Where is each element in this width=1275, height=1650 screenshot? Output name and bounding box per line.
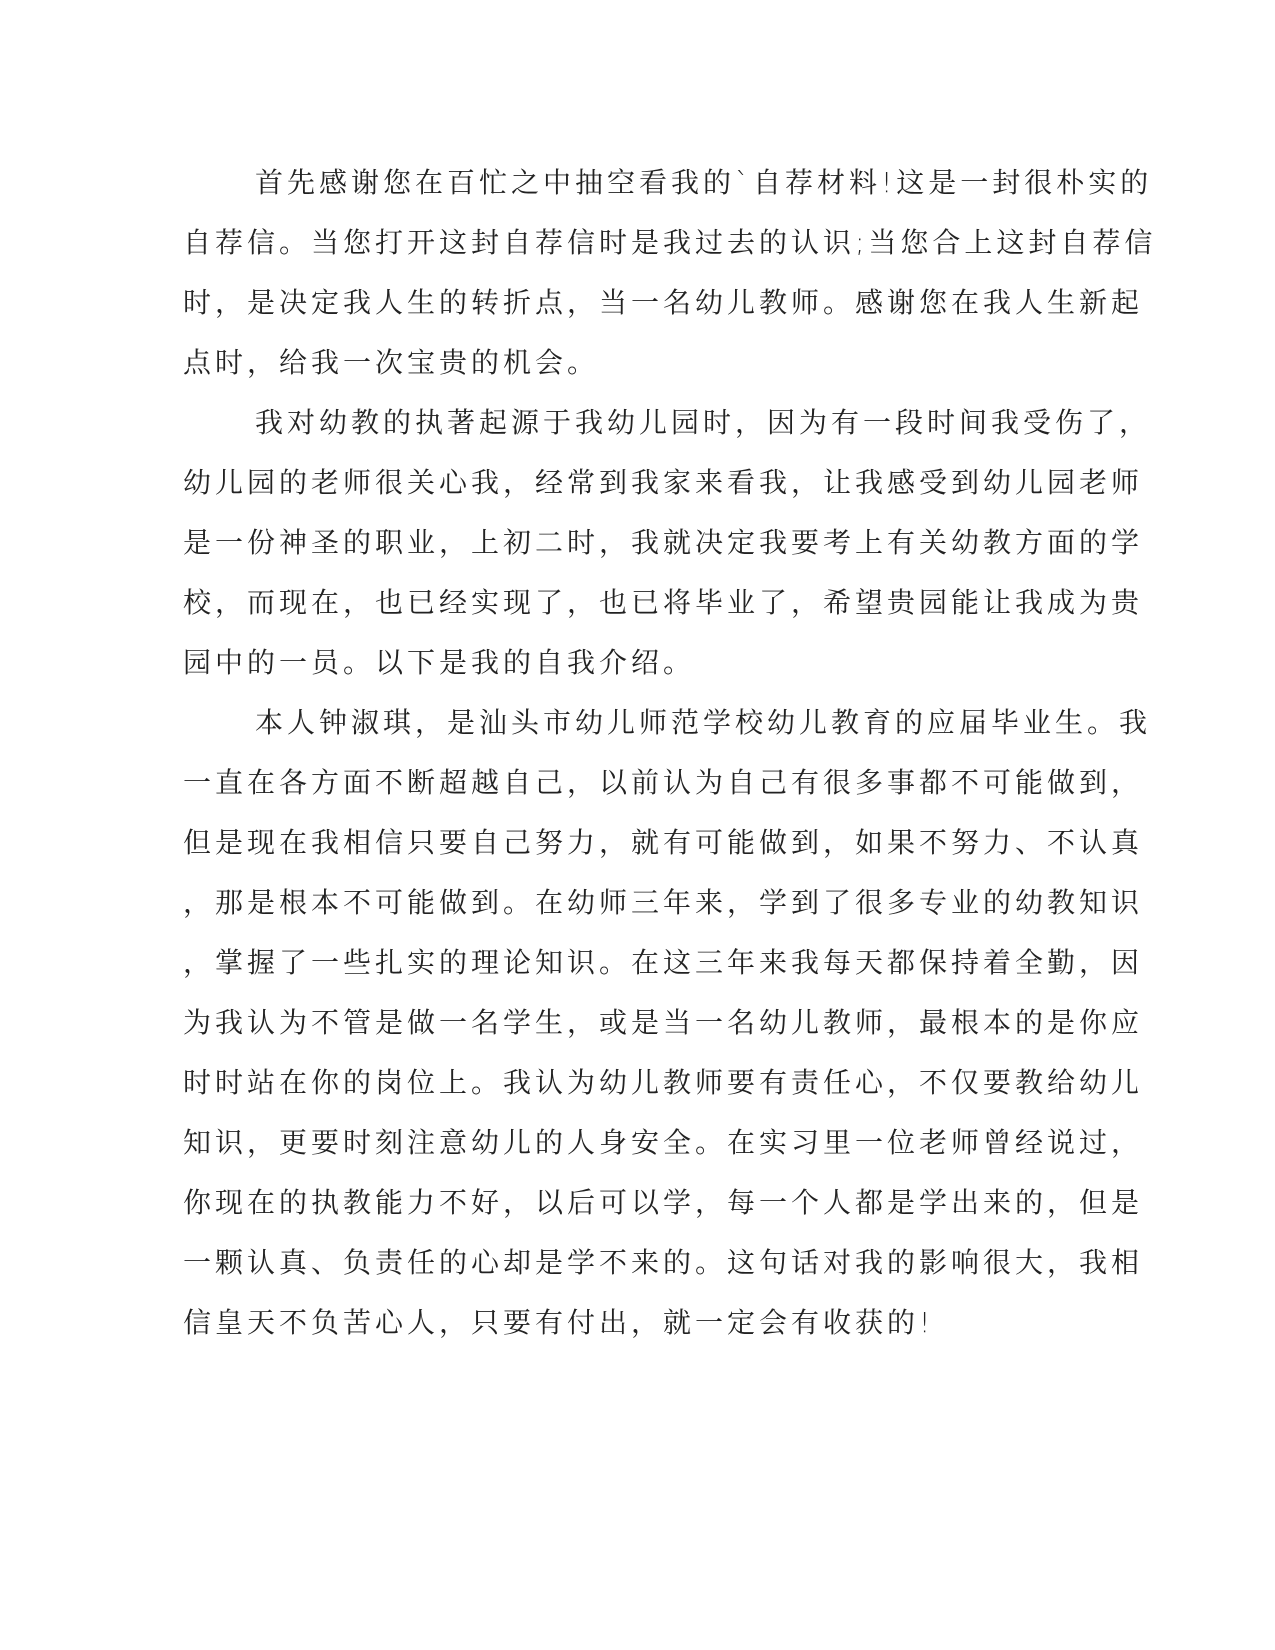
paragraph-1 <box>183 153 1157 393</box>
text-line: 一直在各方面不断超越自己，以前认为自己有很多事都不可能做到， <box>183 766 1144 799</box>
text-line: 园中的一员。以下是我的自我介绍。 <box>183 646 696 679</box>
text-line: 时时站在你的岗位上。我认为幼儿教师要有责任心，不仅要教给幼儿 <box>183 1066 1144 1099</box>
text-line: ，那是根本不可能做到。在幼师三年来，学到了很多专业的幼教知识 <box>183 886 1144 919</box>
text-line: 为我认为不管是做一名学生，或是当一名幼儿教师，最根本的是你应 <box>183 1006 1144 1039</box>
text-line: 我对幼教的执著起源于我幼儿园时，因为有一段时间我受伤了， <box>255 406 1152 439</box>
text-line: 一颗认真、负责任的心却是学不来的。这句话对我的影响很大，我相 <box>183 1246 1144 1279</box>
paragraph-2 <box>183 393 1152 693</box>
text-line: 自荐信。当您打开这封自荐信时是我过去的认识;当您合上这封自荐信 <box>183 226 1157 259</box>
text-line: ，掌握了一些扎实的理论知识。在这三年来我每天都保持着全勤，因 <box>183 946 1144 979</box>
text-line: 但是现在我相信只要自己努力，就有可能做到，如果不努力、不认真 <box>183 826 1144 859</box>
text-line: 首先感谢您在百忙之中抽空看我的`自荐材料!这是一封很朴实的 <box>255 166 1153 199</box>
letter-body <box>183 153 1157 1353</box>
text-line: 本人钟淑琪，是汕头市幼儿师范学校幼儿教育的应届毕业生。我 <box>255 706 1152 739</box>
text-line: 点时，给我一次宝贵的机会。 <box>183 346 600 379</box>
text-line: 时，是决定我人生的转折点，当一名幼儿教师。感谢您在我人生新起 <box>183 286 1144 319</box>
text-line: 信皇天不负苦心人，只要有付出，就一定会有收获的! <box>183 1306 935 1339</box>
text-line: 你现在的执教能力不好，以后可以学，每一个人都是学出来的，但是 <box>183 1186 1144 1219</box>
text-line: 知识，更要时刻注意幼儿的人身安全。在实习里一位老师曾经说过， <box>183 1126 1144 1159</box>
paragraph-3 <box>183 693 1152 1353</box>
text-line: 校，而现在，也已经实现了，也已将毕业了，希望贵园能让我成为贵 <box>183 586 1144 619</box>
text-line: 幼儿园的老师很关心我，经常到我家来看我，让我感受到幼儿园老师 <box>183 466 1144 499</box>
text-line: 是一份神圣的职业，上初二时，我就决定我要考上有关幼教方面的学 <box>183 526 1144 559</box>
